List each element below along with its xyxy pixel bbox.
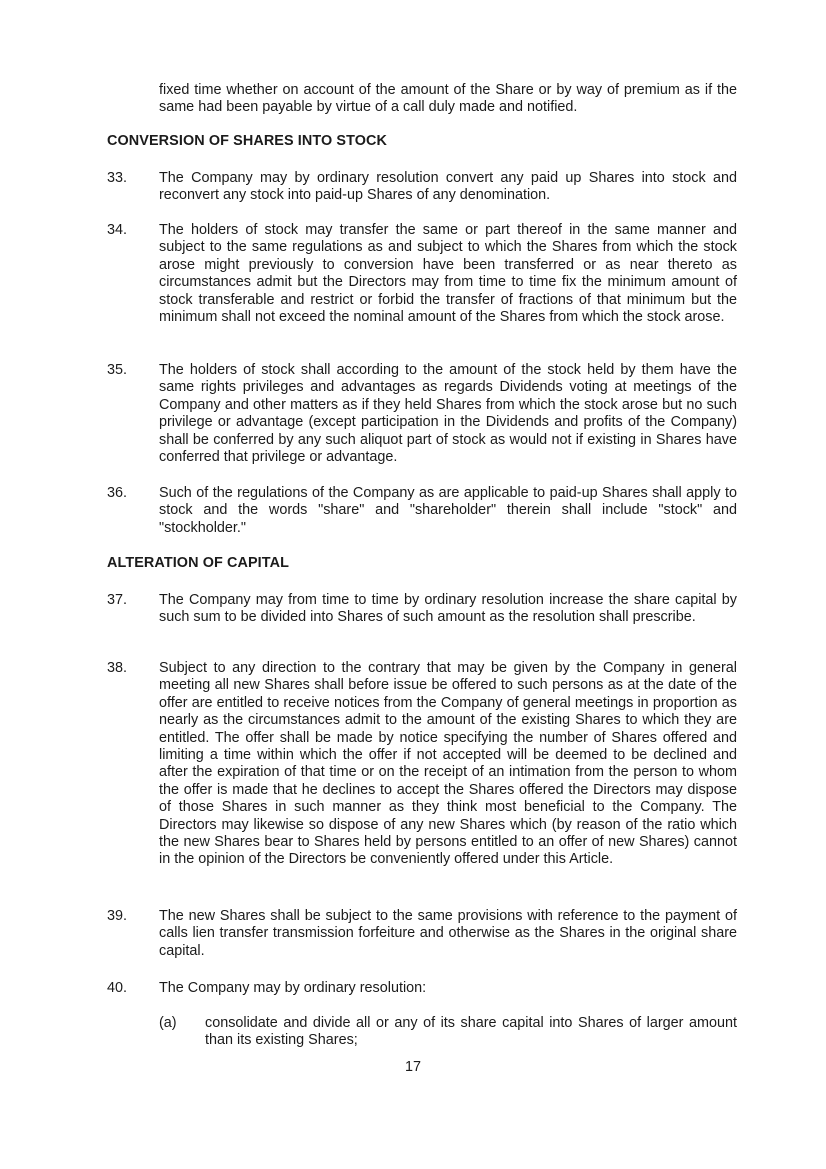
article-text: The holders of stock shall according to the amount of the stock held by them have the same rights privileges and advantages as regards Dividends voting at meetings of the Company and other matters as if they held Shares from which the stock arose but no such privilege or advantage (except participation in the Dividends and profits of the Company) shall be conferred by any such aliquot part of stock as would not if existing in Shares have conferred that privilege or advantage. <box>159 362 737 466</box>
sub-item-label: (a) <box>159 1015 177 1031</box>
article-number: 38. <box>107 660 128 676</box>
article-number: 39. <box>107 908 128 924</box>
continuation-paragraph: fixed time whether on account of the amount of the Share or by way of premium as if the same had been payable by virtue of a call duly made and notified. <box>159 82 737 116</box>
article-text: The holders of stock may transfer the same or part thereof in the same manner and subject to the same regulations as and subject to which the Shares from which the stock arose might previously to conversion have been transferred or as near thereto as circumstances admit but the Directors may from time to time fix the minimum amount of stock transferable and restrict or forbid the transfer of fractions of that minimum but the minimum shall not exceed the nominal amount of the Shares from which the stock arose. <box>159 222 737 326</box>
sub-item-text: consolidate and divide all or any of its share capital into Shares of larger amount than its existing Shares; <box>205 1015 737 1049</box>
section-heading-conversion: CONVERSION OF SHARES INTO STOCK <box>107 133 388 149</box>
article-number: 33. <box>107 170 128 186</box>
page-number: 17 <box>404 1059 421 1075</box>
article-text: The Company may from time to time by ordinary resolution increase the share capital by such sum to be divided into Shares of such amount as the resolution shall prescribe. <box>159 592 737 626</box>
article-text: The Company may by ordinary resolution convert any paid up Shares into stock and reconvert any stock into paid-up Shares of any denomination. <box>159 170 737 204</box>
article-number: 34. <box>107 222 128 238</box>
article-number: 37. <box>107 592 128 608</box>
article-number: 36. <box>107 485 128 501</box>
article-number: 40. <box>107 980 128 996</box>
article-text: Subject to any direction to the contrary that may be given by the Company in general meeting all new Shares shall before issue be offered to such persons as at the date of the offer are entitled to receive notices from the Company of general meetings in proportion as nearly as the circumstances admit to the amount of the existing Shares to which they are entitled. The offer shall be made by notice specifying the number of Shares offered and limiting a time within which the offer if not accepted will be deemed to be declined and after the expiration of that time or on the receipt of an intimation from the person to whom the offer is made that he declines to accept the Shares offered the Directors may dispose of those Shares in such manner as they think most beneficial to the Company. The Directors may likewise so dispose of any new Shares which (by reason of the ratio which the new Shares bear to Shares held by persons entitled to an offer of new Shares) cannot in the opinion of the Directors be conveniently offered under this Article. <box>159 660 737 868</box>
article-text: Such of the regulations of the Company as are applicable to paid-up Shares shall apply to stock and the words "share" and "shareholder" therein shall include "stock" and "stockholder." <box>159 485 737 536</box>
article-number: 35. <box>107 362 128 378</box>
article-text: The Company may by ordinary resolution: <box>159 980 427 996</box>
article-text: The new Shares shall be subject to the same provisions with reference to the payment of calls lien transfer transmission forfeiture and otherwise as the Shares in the original share capital. <box>159 908 737 959</box>
section-heading-alteration: ALTERATION OF CAPITAL <box>107 555 289 571</box>
